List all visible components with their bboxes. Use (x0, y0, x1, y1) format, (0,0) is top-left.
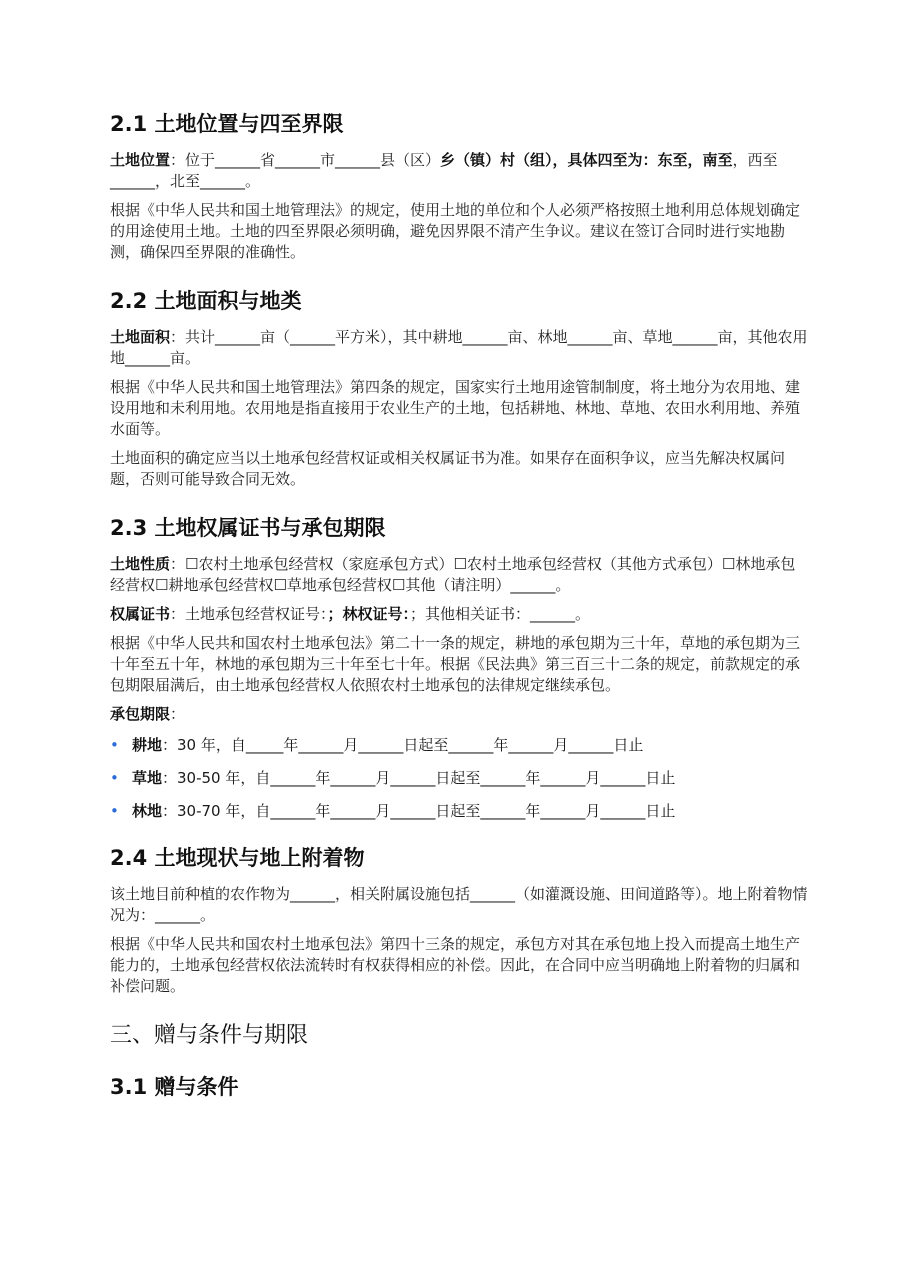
land-area-label: 土地面积 (110, 328, 171, 346)
section-2-3-paragraph: 根据《中华人民共和国农村土地承包法》第二十一条的规定，耕地的承包期为三十年，草地的承包期为三十年至五十年，林地的承包期为三十年至七十年。根据《民法典》第三百三十二条的规定，前款规定的承包期限届满后，由土地承包经营权人依照农村土地承包的法律规定继续承包。 (110, 634, 801, 694)
section-2-1-paragraph: 根据《中华人民共和国土地管理法》的规定，使用土地的单位和个人必须严格按照土地利用总体规划确定的用途使用土地。土地的四至界限必须明确，避免因界限不清产生争议。建议在签订合同时进行实地勘测，确保四至界限的准确性。 (110, 201, 801, 261)
section-2-2-paragraph-1: 根据《中华人民共和国土地管理法》第四条的规定，国家实行土地用途管制制度，将土地分为农用地、建设用地和未利用地。农用地是指直接用于农业生产的土地，包括耕地、林地、草地、农田水利用地、养殖水面等。 (110, 378, 801, 438)
contract-term-label-line: 承包期限： (110, 705, 186, 723)
contract-term-label: 承包期限 (110, 705, 171, 723)
land-area-line: 土地面积：共计______亩（______平方米），其中耕地______亩、林地______亩、草地______亩，其他农用地______亩。 (110, 328, 808, 367)
section-2-3-heading: 2.3 土地权属证书与承包期限 (110, 516, 386, 540)
bullet-icon: • (110, 736, 119, 754)
ownership-cert-label: 权属证书 (110, 605, 171, 623)
list-item: • 草地：30-50 年，自______年______月______日起至______年______月______日止 (110, 769, 676, 787)
section-3-1-heading: 3.1 赠与条件 (110, 1075, 239, 1099)
section-2-4-paragraph-2: 根据《中华人民共和国农村土地承包法》第四十三条的规定，承包方对其在承包地上投入而提高土地生产能力的，土地承包经营权依法流转时有权获得相应的补偿。因此，在合同中应当明确地上附着物的归属和补偿问题。 (110, 935, 801, 995)
bullet-icon: • (110, 769, 119, 787)
land-nature-line: 土地性质：☐农村土地承包经营权（家庭承包方式）☐农村土地承包经营权（其他方式承包）☐林地承包经营权☐耕地承包经营权☐草地承包经营权☐其他（请注明）______。 (110, 555, 796, 594)
land-location-label: 土地位置 (110, 151, 171, 169)
ownership-cert-line: 权属证书：土地承包经营权证号：；林权证号：；其他相关证书：______。 (110, 605, 591, 623)
land-location-line: 土地位置：位于______省______市______县（区）乡（镇）村（组），具体四至为：东至，南至，西至______，北至______。 (110, 151, 778, 190)
land-nature-label: 土地性质 (110, 555, 171, 573)
section-2-4-paragraph-1: 该土地目前种植的农作物为______，相关附属设施包括______（如灌溉设施、田间道路等）。地上附着物情况为：______。 (110, 885, 808, 924)
contract-term-list (110, 735, 810, 822)
list-item: • 林地：30-70 年，自______年______月______日起至______年______月______日止 (110, 802, 676, 820)
bullet-icon: • (110, 802, 119, 820)
section-2-2-heading: 2.2 土地面积与地类 (110, 289, 302, 313)
chapter-3-heading: 三、赠与条件与期限 (110, 1023, 309, 1048)
section-2-4-heading: 2.4 土地现状与地上附着物 (110, 846, 365, 870)
document-page (110, 108, 810, 1103)
section-2-2-paragraph-2: 土地面积的确定应当以土地承包经营权证或相关权属证书为准。如果存在面积争议，应当先解决权属问题，否则可能导致合同无效。 (110, 449, 786, 488)
section-2-1-heading: 2.1 土地位置与四至界限 (110, 112, 344, 136)
list-item: • 耕地：30 年，自_____年______月______日起至______年______月______日止 (110, 736, 644, 754)
